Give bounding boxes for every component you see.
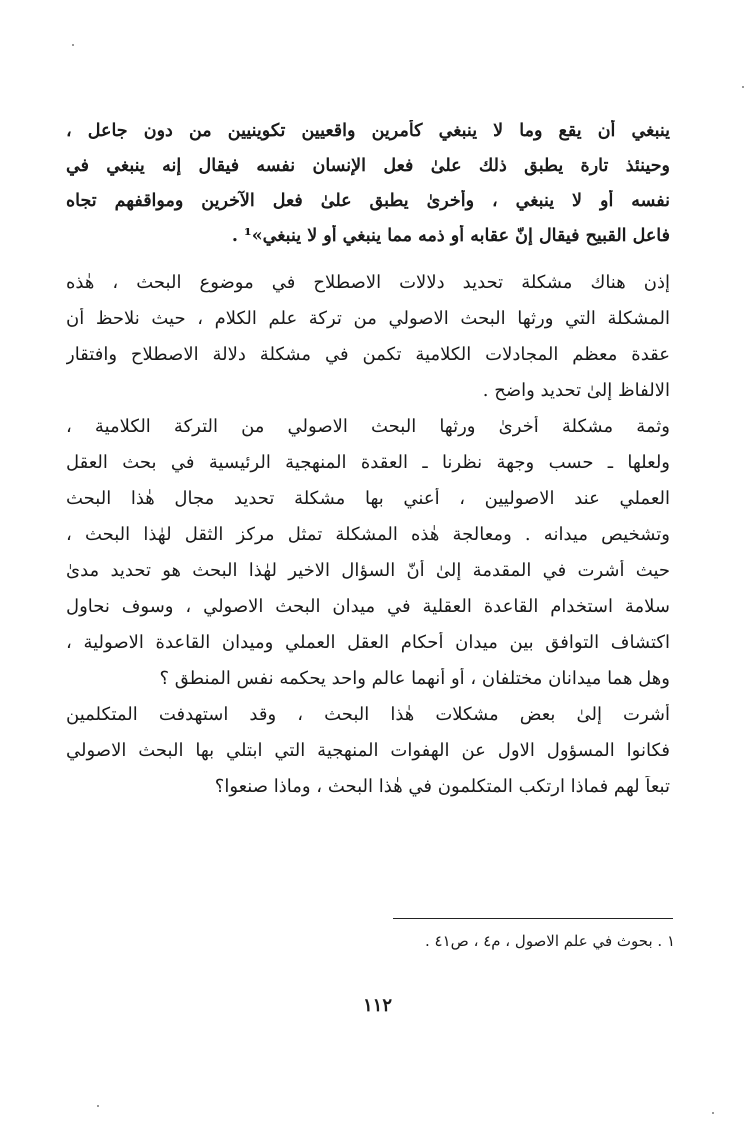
paragraph-line: الالفاظ إلىٰ تحديد واضح .: [482, 380, 670, 401]
scan-dust-dot: [712, 1112, 714, 1114]
paragraph-line: أشرت إلىٰ بعض مشكلات هٰذا البحث ، وقد استهدفت المتكلمين: [66, 704, 670, 725]
footnote: ١ . بحوث في علم الاصول ، م٤ ، ص٤١ .: [425, 932, 675, 950]
paragraph: [66, 416, 670, 690]
paragraph-line: وهل هما ميدانان مختلفان ، أو أنهما عالم واحد يحكمه نفس المنطق ؟: [159, 668, 670, 689]
quote-line: ينبغي أن يقع وما لا ينبغي كأمرين واقعيين تكوينيين من دون جاعل ،: [66, 121, 670, 141]
footnote-divider: [393, 918, 673, 919]
paragraph: [66, 704, 670, 798]
scan-dust-dot: [72, 44, 74, 46]
paragraph-line: اكتشاف التوافق بين ميدان أحكام العقل العملي وميدان القاعدة الاصولية ،: [66, 632, 670, 653]
scan-dust-dot: [742, 86, 744, 88]
scan-dust-dot: [97, 1105, 99, 1107]
paragraph-line: تبعاً لهم فماذا ارتكب المتكلمون في هٰذا البحث ، وماذا صنعوا؟: [214, 776, 670, 797]
main-text: [66, 112, 670, 798]
quote-block: [66, 120, 670, 247]
quote-line: فاعل القبيح فيقال إنّ عقابه أو ذمه مما ينبغي أو لا ينبغي»¹ .: [231, 226, 670, 246]
paragraph-line: ولعلها ـ حسب وجهة نظرنا ـ العقدة المنهجية الرئيسية في بحث العقل: [66, 452, 670, 473]
page-number: ١١٢: [362, 995, 392, 1016]
paragraph-line: وتشخيص ميدانه . ومعالجة هٰذه المشكلة تمثل مركز الثقل لهٰذا البحث ،: [66, 524, 670, 545]
paragraph-line: سلامة استخدام القاعدة العقلية في ميدان البحث الاصولي ، وسوف نحاول: [66, 596, 670, 617]
quote-line: نفسه أو لا ينبغي ، وأخرىٰ يطبق علىٰ فعل الآخرين ومواقفهم تجاه: [66, 191, 670, 211]
paragraph-line: عقدة معظم المجادلات الكلامية تكمن في مشكلة دلالة الاصطلاح وافتقار: [66, 344, 670, 365]
paragraph-line: فكانوا المسؤول الاول عن الهفوات المنهجية التي ابتلي بها البحث الاصولي: [66, 740, 670, 761]
paragraph: [66, 272, 670, 402]
paragraph-line: إذن هناك مشكلة تحديد دلالات الاصطلاح في موضوع البحث ، هٰذه: [66, 272, 670, 293]
paragraph-line: المشكلة التي ورثها البحث الاصولي من تركة علم الكلام ، حيث نلاحظ أن: [66, 308, 670, 329]
paragraph-line: العملي عند الاصوليين ، أعني بها مشكلة تحديد مجال هٰذا البحث: [66, 488, 670, 509]
paragraph-line: وثمة مشكلة أخرىٰ ورثها البحث الاصولي من التركة الكلامية ،: [66, 416, 670, 437]
paragraph-line: حيث أشرت في المقدمة إلىٰ أنّ السؤال الاخير لهٰذا البحث هو تحديد مدىٰ: [66, 560, 670, 581]
quote-line: وحينئذ تارة يطبق ذلك علىٰ فعل الإنسان نفسه فيقال إنه ينبغي في: [66, 156, 670, 176]
